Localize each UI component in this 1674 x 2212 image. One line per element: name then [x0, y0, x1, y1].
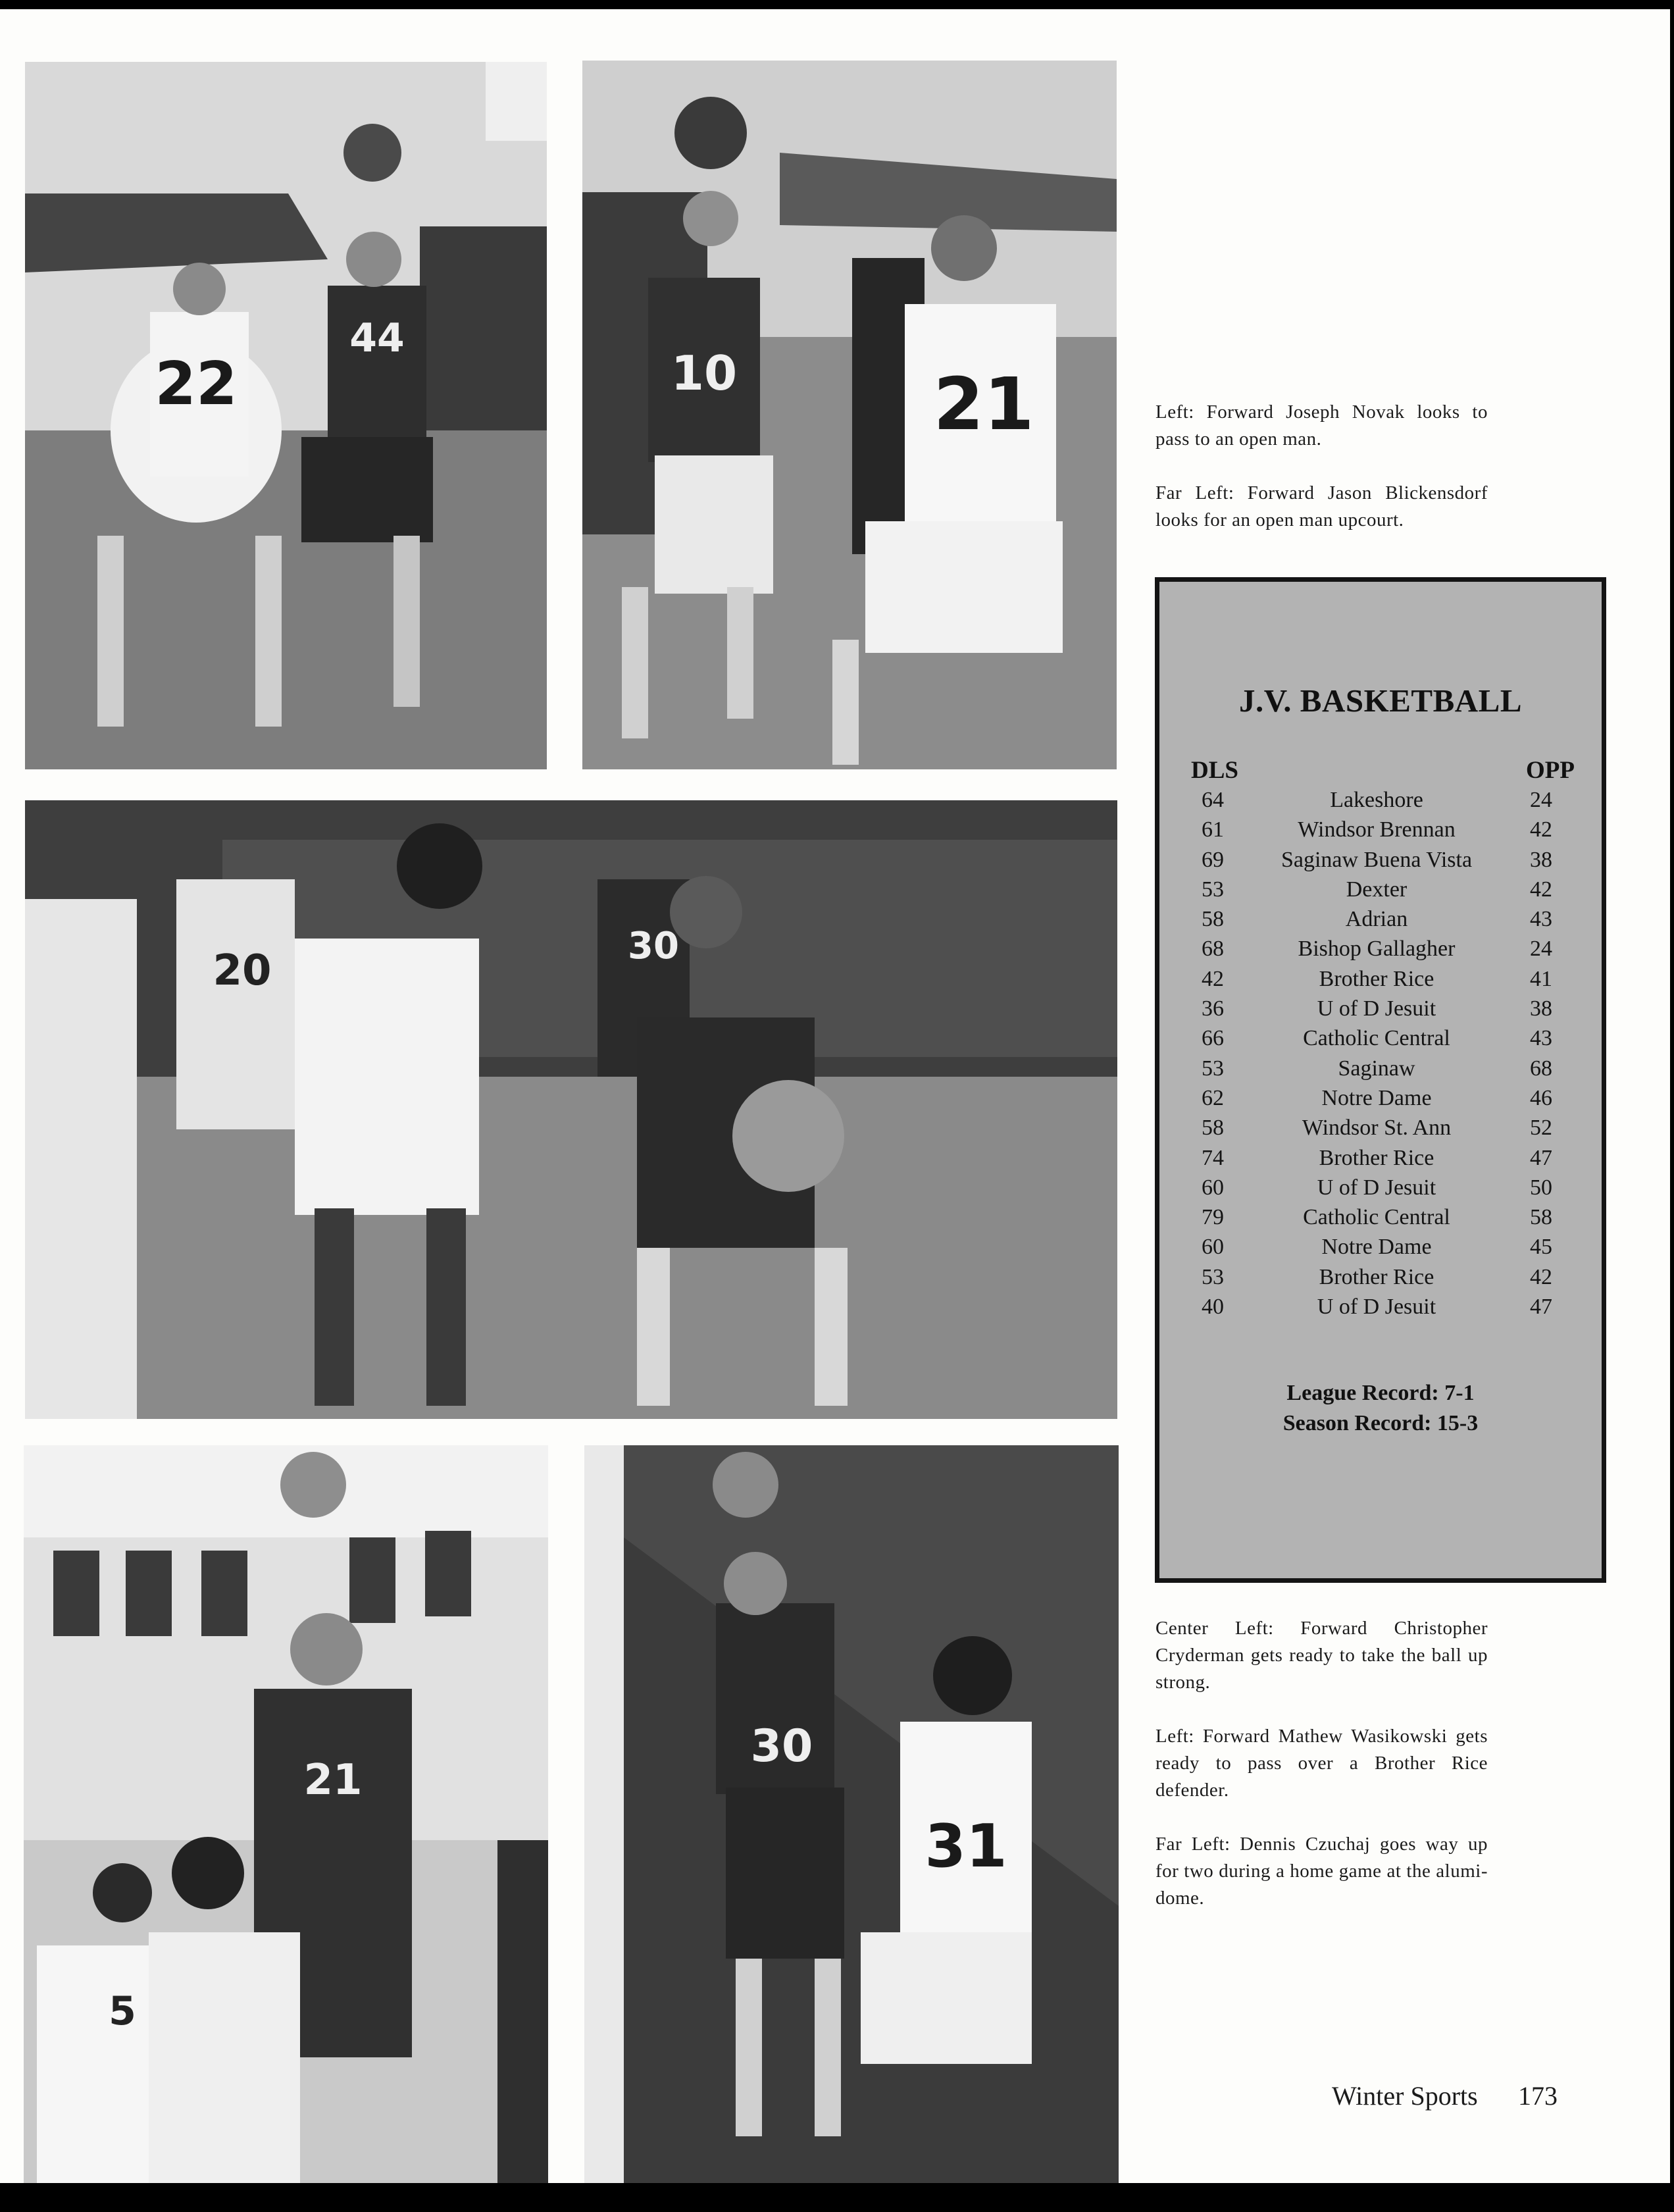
- dls-score: 40: [1202, 1295, 1224, 1320]
- caption-text: Far Left: Dennis Czuchaj goes way up for two during a home game at the alumi-dome.: [1155, 1834, 1488, 1909]
- opp-score: 43: [1530, 907, 1552, 932]
- game-row: [1159, 1265, 1602, 1295]
- scoreboard-box: [1155, 577, 1606, 1583]
- caption-text: Left: Forward Mathew Wasikowski gets ready to pass over a Brother Rice defender.: [1155, 1726, 1488, 1801]
- dls-score: 66: [1202, 1026, 1224, 1051]
- opp-score: 52: [1530, 1116, 1552, 1141]
- jersey-number: 30: [750, 1720, 813, 1772]
- game-row: [1159, 1086, 1602, 1116]
- league-record: League Record: 7-1: [1286, 1381, 1475, 1405]
- opp-score: 42: [1530, 1264, 1552, 1289]
- dls-score: 62: [1202, 1085, 1224, 1110]
- scoreboard-title: J.V. BASKETBALL: [1238, 682, 1523, 719]
- yearbook-page: [0, 9, 1670, 2183]
- season-record: Season Record: 15-3: [1282, 1411, 1479, 1435]
- game-row: [1159, 788, 1602, 817]
- opponent-name: Notre Dame: [1321, 1085, 1432, 1110]
- opponent-name: Adrian: [1345, 907, 1408, 932]
- photo-bottom-right: [584, 1445, 1119, 2183]
- opponent-name: Catholic Central: [1303, 1205, 1450, 1230]
- dls-score: 60: [1202, 1235, 1224, 1260]
- opponent-name: Notre Dame: [1321, 1235, 1432, 1260]
- opponent-name: Dexter: [1346, 877, 1408, 902]
- dls-score: 42: [1202, 966, 1224, 991]
- dls-score: 60: [1202, 1175, 1224, 1200]
- game-row: [1159, 1026, 1602, 1056]
- opponent-name: Lakeshore: [1330, 788, 1423, 812]
- caption-text: Far Left: Forward Jason Blickensdorf looks for an open man upcourt.: [1155, 482, 1488, 530]
- photo-top-right: [582, 61, 1117, 769]
- opp-score: 45: [1530, 1235, 1552, 1260]
- game-row: [1159, 996, 1602, 1026]
- opp-score: 47: [1530, 1295, 1552, 1320]
- caption-group-bottom: [1155, 1615, 1488, 1912]
- dls-score: 36: [1202, 996, 1224, 1021]
- jersey-number: 20: [213, 946, 272, 995]
- caption-text: Center Left: Forward Christopher Cryderman gets ready to take the ball up strong.: [1155, 1618, 1488, 1693]
- caption-text: Left: Forward Joseph Novak looks to pass to an open man.: [1155, 401, 1488, 450]
- opponent-name: Windsor Brennan: [1298, 817, 1456, 842]
- photo-bottom-left: [24, 1445, 548, 2183]
- jersey-number: 10: [671, 346, 738, 401]
- opp-score: 41: [1530, 966, 1552, 991]
- game-row: [1159, 817, 1602, 847]
- opponent-name: Saginaw: [1338, 1056, 1415, 1081]
- page-number: 173: [1518, 2081, 1558, 2111]
- opp-score: 50: [1530, 1175, 1552, 1200]
- opp-score: 24: [1530, 788, 1552, 812]
- opponent-name: U of D Jesuit: [1317, 1295, 1436, 1320]
- jersey-number: 5: [109, 1988, 136, 2034]
- dls-score: 64: [1202, 788, 1224, 812]
- opponent-name: U of D Jesuit: [1317, 1175, 1436, 1200]
- dls-score: 53: [1202, 877, 1224, 902]
- photo-center: [25, 800, 1117, 1419]
- game-row: [1159, 1295, 1602, 1324]
- opp-score: 58: [1530, 1205, 1552, 1230]
- dls-score: 68: [1202, 937, 1224, 962]
- opp-score: 47: [1530, 1145, 1552, 1170]
- opponent-name: Brother Rice: [1319, 1145, 1434, 1170]
- dls-score: 53: [1202, 1056, 1224, 1081]
- opp-score: 38: [1530, 996, 1552, 1021]
- caption-group-top: [1155, 399, 1488, 534]
- dls-score: 58: [1202, 1116, 1224, 1141]
- jersey-number: 44: [349, 315, 405, 361]
- jersey-number: 21: [303, 1756, 363, 1805]
- column-header-opp: OPP: [1526, 757, 1575, 784]
- game-row: [1159, 1235, 1602, 1264]
- jersey-number: 21: [933, 362, 1034, 446]
- opponent-name: Brother Rice: [1319, 1264, 1434, 1289]
- photo-top-left: [25, 62, 547, 769]
- opponent-name: Brother Rice: [1319, 966, 1434, 991]
- opponent-name: Saginaw Buena Vista: [1281, 847, 1473, 872]
- opponent-name: Bishop Gallagher: [1298, 937, 1456, 962]
- opp-score: 43: [1530, 1026, 1552, 1051]
- records: [1159, 1378, 1602, 1439]
- jersey-number: 22: [155, 349, 238, 419]
- opp-score: 42: [1530, 817, 1552, 842]
- opponent-name: Catholic Central: [1303, 1026, 1450, 1051]
- dls-score: 69: [1202, 847, 1224, 872]
- game-row: [1159, 877, 1602, 907]
- opp-score: 46: [1530, 1085, 1552, 1110]
- opp-score: 68: [1530, 1056, 1552, 1081]
- jersey-number: 30: [628, 925, 679, 967]
- opp-score: 38: [1530, 847, 1552, 872]
- opponent-name: Windsor St. Ann: [1302, 1116, 1452, 1141]
- opp-score: 24: [1530, 937, 1552, 962]
- game-row: [1159, 967, 1602, 996]
- game-row: [1159, 1056, 1602, 1086]
- dls-score: 79: [1202, 1205, 1224, 1230]
- game-row: [1159, 907, 1602, 937]
- scoreboard-rows: [1159, 788, 1602, 1324]
- game-row: [1159, 848, 1602, 877]
- game-row: [1159, 937, 1602, 966]
- footer-section: Winter Sports: [1332, 2081, 1478, 2111]
- dls-score: 58: [1202, 907, 1224, 932]
- game-row: [1159, 1205, 1602, 1235]
- dls-score: 53: [1202, 1264, 1224, 1289]
- column-header-dls: DLS: [1191, 757, 1238, 784]
- opponent-name: U of D Jesuit: [1317, 996, 1436, 1021]
- game-row: [1159, 1116, 1602, 1145]
- jersey-number: 31: [925, 1812, 1007, 1881]
- dls-score: 61: [1202, 817, 1224, 842]
- opp-score: 42: [1530, 877, 1552, 902]
- dls-score: 74: [1202, 1145, 1224, 1170]
- game-row: [1159, 1146, 1602, 1175]
- game-row: [1159, 1175, 1602, 1205]
